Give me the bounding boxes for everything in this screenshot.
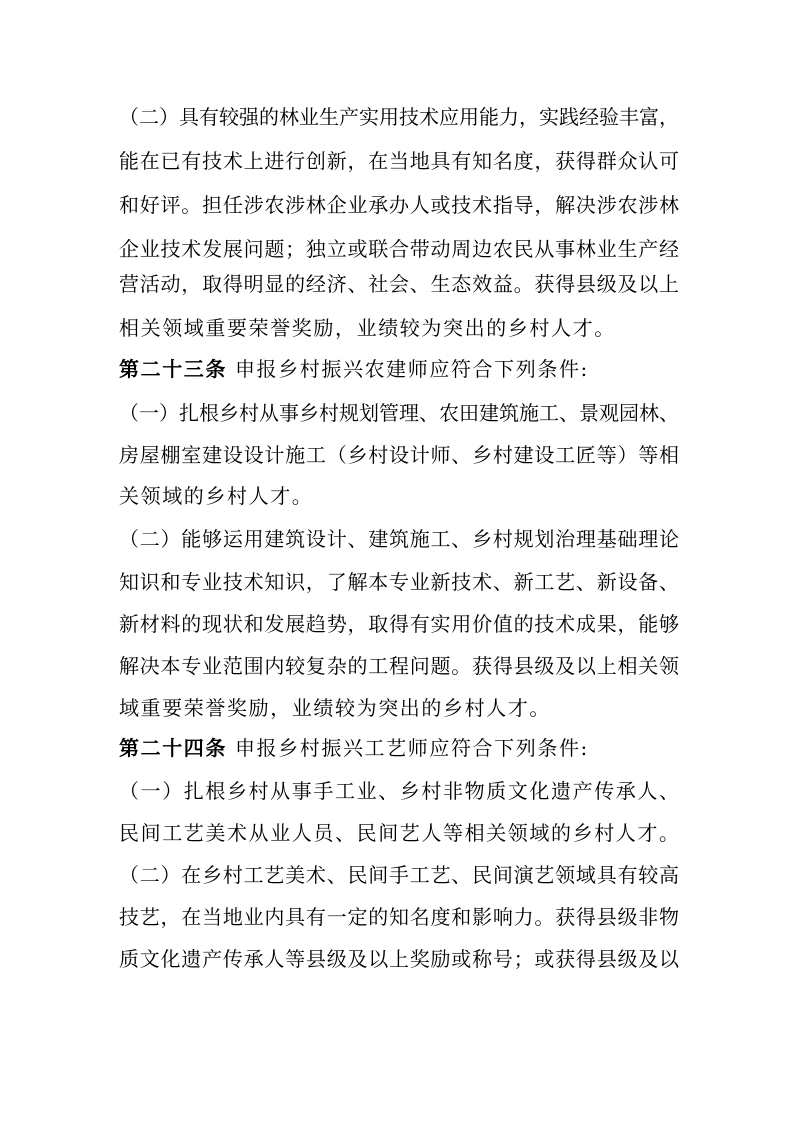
paragraph-line: （二）在乡村工艺美术、民间手工艺、民间演艺领域具有较高 [119, 863, 679, 887]
paragraph-line: 民间工艺美术从业人员、民间艺人等相关领域的乡村人才。 [119, 821, 681, 845]
paragraph-line: 新材料的现状和发展趋势，取得有实用价值的技术成果，能够 [119, 612, 679, 636]
paragraph-line: 关领域的乡村人才。 [119, 484, 314, 508]
paragraph-line: 企业技术发展问题；独立或联合带动周边农民从事林业生产经 [119, 237, 679, 261]
paragraph-line: 技艺，在当地业内具有一定的知名度和影响力。获得县级非物 [119, 905, 679, 929]
paragraph-line: （二）具有较强的林业生产实用技术应用能力，实践经验丰富， [119, 105, 679, 129]
article-number: 第二十三条 [119, 357, 227, 381]
paragraph-line: 解决本专业范围内较复杂的工程问题。获得县级及以上相关领 [119, 654, 679, 678]
paragraph-line: （一）扎根乡村从事手工业、乡村非物质文化遗产传承人、 [119, 779, 681, 803]
paragraph-line: 营活动，取得明显的经济、社会、生态效益。获得县级及以上 [119, 272, 679, 296]
article-number: 第二十四条 [119, 736, 227, 760]
paragraph-line: 房屋棚室建设设计施工（乡村设计师、乡村建设工匠等）等相 [119, 443, 679, 467]
article-heading-line: 第二十四条 申报乡村振兴工艺师应符合下列条件: [119, 736, 589, 760]
article-heading-line: 第二十三条 申报乡村振兴农建师应符合下列条件: [119, 357, 589, 381]
paragraph-line: 和好评。担任涉农涉林企业承办人或技术指导，解决涉农涉林 [119, 193, 679, 217]
paragraph-line: 相关领域重要荣誉奖励，业绩较为突出的乡村人才。 [119, 316, 616, 340]
paragraph-line: 能在已有技术上进行创新，在当地具有知名度，获得群众认可 [119, 149, 679, 173]
paragraph-line: 质文化遗产传承人等县级及以上奖励或称号；或获得县级及以 [119, 947, 679, 971]
paragraph-line: （二）能够运用建筑设计、建筑施工、乡村规划治理基础理论 [119, 527, 679, 551]
paragraph-line: 知识和专业技术知识，了解本专业新技术、新工艺、新设备、 [119, 570, 679, 594]
paragraph-line: （一）扎根乡村从事乡村规划管理、农田建筑施工、景观园林、 [119, 401, 679, 425]
paragraph-line: 域重要荣誉奖励，业绩较为突出的乡村人才。 [119, 696, 551, 720]
